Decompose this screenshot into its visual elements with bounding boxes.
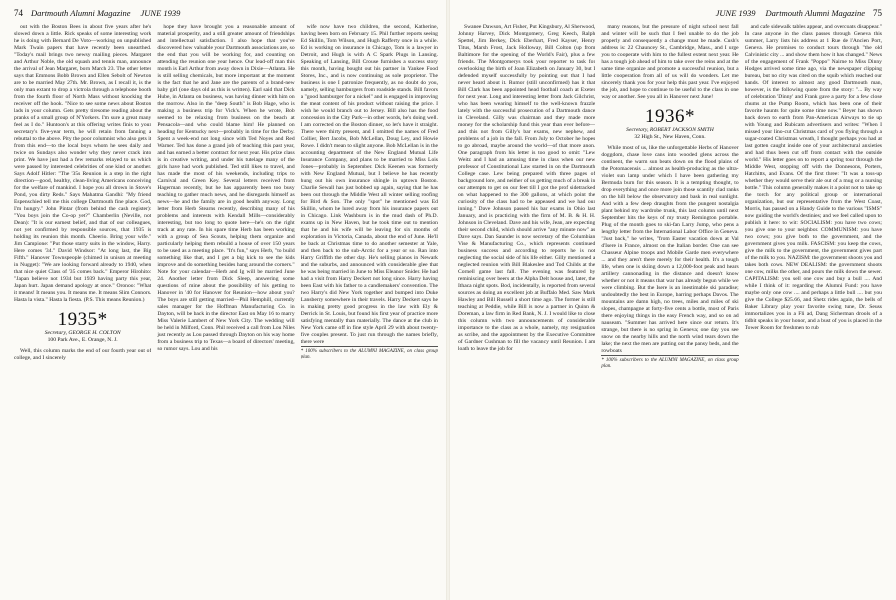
left-columns	[14, 24, 438, 600]
left-page-number: 74	[14, 8, 23, 18]
left-column-2	[157, 24, 294, 600]
right-col3-text: and cafe sidewalk tables appear, and overcoats disappear." In case anyone in the class passes through Geneva this summer, Larry lists his address at 1 Rue de l'Ancien Port, Geneva. He promises to conduct tours through "the old Calvinistic city ... and show them how it has changed." News of the engagement of Frank "Poppo" Nairne to Miss Dinny Hodges arrived some time ago, via the newspaper clipping bureau, but no city was cited on the squib which reached our hands. Of interest to almost any good Dartmouth man, however, is the following quote from the story: "... By way of celebration 'Dinny' and Frank gave a party for a few close chums at the Pump Room, which has been one of their favorite haunts for quite some time now." Beyer has shown back down to earth from Pan-American Airways to tie up with Young and Rubicam advertisers and writes: "When I missed your lino-cut Christmas card of you flying through a sugar-coated Christmas wreath, I thought perhaps you had at last gotten caught inside one of your architectural anxieties and had thus been cut off from contact with the outside world." His letter goes on to report a spring tour through the Middle West, stopping off with the Donnesons, Porters, Hatchitts, and Evans. Of the first three: "It was a toss-up whether they would serve their ale out of a mug or a nursing bottle." This column generally makes it a point not to take up the torch for any political group or international organization, but our representative from the West Coast, Morris, has passed on a Handy Guide to the various "ISMS" now guiding the world's destinies; and we feel called upon to publish it here: to wit: SOCIALISM: you have two cows; you give one to your neighbor. COMMUNISM: you have two cows; you give both to the government, and the government gives you milk. FASCISM: you keep the cows, give the milk to the government, the government gives part of the milk to you. NAZISM: the government shoots you and takes both cows. NEW DEALISM: the government shoots one cow, milks the other, and pours the milk down the sewer. CAPITALISM: you sell one cow and buy a bull .... And while I think of it: regarding the Alumni Fund: you have maybe only one cow .... and perhaps a little bull .... but you give the College $25.66, and Shetz rides again, the bells of Baker Library play your favorite swing tune, Dr. Seuss immortalizes you in a Fli ad, Dang Sicherman drools of a tidbit speaks in your honor, and a bust of you is placed in the Tower Room for freshmen to rub	[744, 24, 882, 331]
left-issue-date: JUNE 1939	[140, 8, 181, 18]
right-page-number: 75	[873, 8, 882, 18]
class-1936-heading	[601, 107, 738, 141]
right-col2-text-top: many reasons, but the pressure of night school next fall and winter will be such that I feel unable to do the job properly and consequently a change must be made. Cush's address is: 22 Chauncey St., Cambridge, Mass., and I urge you to cooperate with him to the fullest extent next year. He has a tough job ahead of him to take over the reins and at the same time organize and promote a successful reunion, but a little cooperation from all of us will do wonders. Let me sincerely thank you for your help this past year. I've enjoyed the job, and hope to continue to be useful to the class in one way or another. See you all in Hanover next June!	[601, 24, 739, 100]
right-col2-text-bottom: While most of us, like the unforgettable Herbs of Hanover doggdom, chase love cans into wooded glens across the continent, the warm sun beats down on the flood plains of the Potomacensis ... almost as health-producing as the ultra-violet sun lamp under which I have been gathering my Bermuda burn for this season. It is a tempting thought, to drop everything and once more join those scantily clad ranks on the hill below the observatory and bask in real sunlight. And with a few deep draughts from the pungent nostalgia plant behind my wardrobe trunk, this last column until next September hits the keys of my trusty Remington portable. Plug of the month goes to ski-fan Larry Jump, who pens a lengthy letter from the International Labor Office in Geneva. "Just back," he writes, "from Easter vacation down at Val d'Isere in France, almost on the Italian border. One can see Chasseur Alpine troops and Mobile Garde men everywhere ... and they aren't there merely for their health. It's a tough life, when one is skiing down a 12,000-foot peak and hears artillery cannonading in the distance and doesn't know whether or not it means that war has already begun while we were climbing. But the Isere is an inestimable ski paradise; undoubtedly the best in Europe, barring perhaps Davos. The mountains are damn high, no trees, miles and miles of ski slopes, champagne at forty-five cents a bottle, most of Paris there enjoying things in the easy French way, and so on ad nauseam. "Summer has arrived here since our return. It's strange, but there is no spring in Geneva; one day you see snow on the nearby hills and the north wind tears down the lake; the next the men are putting out the pansy beds, and the rowboats	[601, 145, 739, 354]
left-col2-text: hope they have brought you a reasonable amount of material prosperity, and a still greater amount of friendships and intellectual satisfaction. I also hope that you've discovered how valuable your Dartmouth associations are, so the end that you will be working for, and counting on attending the reunion one year hence. Our lead-off man this month is Earl Arthur from away down in Dixie—Atlanta. He is still selling chemicals, but more important at the moment is the fact that he and Jane are the parents of a brand-new baby girl (one days old as this is written). Earl said that Dick Hube, in Atlanta on business, was having dinner with him on the morrow. Also in the "deep South" is Bob Hage, who is making a business trip for Vick's. When he wrote, Bob seemed to be relaxing from business on the beach at Pensacola—and who could blame him! He planned on heading for Kentucky next—probably in time for the Derby. Spent a week-end not long since with Ted Noyes and Red Warner. Ted has done a grand job of teaching this past year, and has earned a better contract for next year. His prize class is in creative writing, and under his tutelage many of the girls have had work published. Ted still likes to travel, and has made the most of his weekends, including trips to Carnival and Green Key. Several letters received from Hagerman recently, but he has apparently been too busy teaching to gather much news, and he disregards himself as news—he and the family are in good health anyway. Long letter from Herb Stearns recently, describing many of his problems and interests with Kendall Mills—considerably interesting, but too long to quote here—he's on the right track at any rate. In his spare time Herb has been working with a group of Sea Scouts, helping them organize and particularly helping them rebuild a house of over 150 years to be used as a meeting place. "It's fun," says Herb, "to build something like that, and I get a big kick to see the kids improve and do something besides hang around the corners." Note for your calendar—Herb and Ig will be married June 24. Another letter from Dick Sleep, answering some questions of mine about the possibility of his getting to Hanover in '40 for Hanover for Reunion—how about you? The boys are still getting married—Phil Hemphill, currently sales manager for the Hoffman Manufacturing Co. in Dayton, will be back in the director East on May 16 to marry Miss Valerie Lambert of New York City. The wedding will be held in Milford, Conn. Phil received a call from Lou Niles just recently as Lou passed through Dayton on his way home from a business trip to Texas—a board of directors' meeting, so rumor says. Lou and his	[157, 24, 295, 352]
right-page	[448, 0, 896, 600]
left-magazine-title: Dartmouth Alumni Magazine	[31, 8, 131, 18]
left-column-3	[301, 24, 438, 600]
class-1935-address: 100 Park Ave., E. Orange, N. J.	[47, 337, 118, 343]
left-running-head	[14, 8, 438, 20]
left-col3-text: wife now have two children, the second, Katherine, having been born on February 15. Phil further reports seeing Ed Skillin, Tom Wilson, and Hugh Rafferty once in a while. Ed is working on insurance in Chicago, Tom is a lawyer in Detroit, and Hugh is with A C Spark Plugs in Lansing. Speaking of Lansing, Bill Crouse furnishes a success story this month, having bought out his partner in Yankee Food Stores, Inc., and is now continuing as sole proprietor. The business is one I patronize frequently, as no doubt do you, namely, selling hamburgers from roadside stands. Bill favors a "good hamburger for a nickel" and is engaged in improving the meat content of his product without raising the price. I wish he would branch out to Jersey. Bill also has the food concession in the City Park—in other words, he's doing well. I am corrected on the Boston dinner, so let's have it straight. There were thirty present, and I omitted the names of Fred Collier, Bert Jacobs, Bob McLellan, Doug Ley, and Howie Rowe. I didn't mean to slight anyone. Bob McLellan is in the accounting department of the New England Mutual Life Insurance Company, and plans to be married to Miss Lois Jones—probably in September. Dick Keenen was formerly with New England Mutual, but I believe he has recently hung out his own insurance shingle in uptown Boston. Charlie Sewall has just bobbed up again, saying that he has been out through the Middle West all winter selling roofing for Bird & Son. The only "spot" he mentioned was Ed Skillin, whom he lured away from his insurance papers out in Chicago. Link Washburn is in the mud dash of Ph.D. exams up in New Haven, but he took time out to mention that he and his wife will be leaving for six months of exploration in Victoria, Canada, about the end of June. He'll be back at Christmas time to do another semester at Yale, and then back to the sub-Arctic for a year or so. Ran into Harry Griffith the other day. He's selling pianos in Newark and the suburbs, and announced with considerable glee that he was being married in June to Miss Eleanor Snider. He had had a visit from Harry Deckert not long since. Harry having been East with his father to a candlemakers' convention. The two Harry's did New York together and bumped into Duke Lansberry somewhere in their travels. Harry Deckert says he is making pretty good progress in the law with Ely & Derrick in St. Louis, but found his first year of practice more satisfying mentally than materially. The dance at the club in New York came off in fine style April 29 with about twenty-five couples present. To just run through the names briefly, there were	[300, 24, 438, 345]
right-running-head	[458, 8, 882, 20]
right-column-3	[745, 24, 882, 600]
class-1936-secretary: Secretary, ROBERT JACKSON SMITH	[626, 127, 714, 133]
right-col1-text: Swanee Dawson, Art Fisher, Put Kingsbury, Al Sherwood, Johnny Harvey, Dick Montgomery, Greg Keech, Ralph Spettel, Jim Berkey, Dick Eberhart, Fred Kayser, Henry Titus, Marsh Frost, Jack Holloway, Bill Colton (up from Baltimore for the opening of the World's Fair), plus a few friends. The Montgomerys took your reporter to task for overlooking the birth of Joan Elizabeth on January 30, but I defended myself successfully by pointing out that I had never heard about it. Rumor (still unconfirmed) has it that Bill Clark has been appointed head football coach at Exeter for next year. Long and interesting letter from Jack Gilchrist, who has been wearing himself to the well-known frazzle lately with the successful prosecution of a Dartmouth dance in Cleveland. Gilly was chairman and they made more money for the scholarship fund this year than ever before—and this not from Gilly's bar exams, new nephew, and problems of a job in the fall. From July to October he hopes to go abroad, maybe around the world—of that more anon. One paragraph from his letter is too good to omit: "Lew Weitz and I had an amusing time in class when our new professor of Constitutional Law started in on the Dartmouth College case. Lew being prepared with three pages of background lore, and neither of us getting much of a break in our attempts to get on our feet till I got the prof sidetracked on what happened to the 300 gallons, at which point the curiosity of the class had to be appeased and we had our inning." Dave Johnson passed his bar exams in Ohio last January, and is practicing with the firm of M. B. & H. H. Johnson in Cleveland. Dave and his wife, Jean, are expecting their second child, which should arrive "any minute now" as Dave says. Dan Saunder is now secretary of the Columbian Vise & Manufacturing Co., which represents continued business success and according to reports he is not neglecting the social side of his life either. Gilly mentioned a neglected reunion with Bill Blakeslee and Tod Childs at the Cornell game last fall. The evening was featured by reminiscing over beers at the Alpha Delt house and, later, the Ithaca night spots. Bod, incidentally, is reported from several sources as doing an excellent job at Buffalo Med. Saw Mark Hawley and Bill Russell a short time ago. The former is still teaching at Peddie, while Bill is now a partner in Quinn & Doreman, a law firm in Red Bank, N. J. I would like to close this column with two announcements of considerable importance to the class as a whole, namely, my resignation as scribe, and the appointment by the Executive Committee of Gardner Cushman to fill the vacancy until Reunion. I am loath to leave the job for	[458, 24, 596, 352]
left-column-1	[14, 24, 151, 600]
left-col1-text-bottom: Well, this column marks the end of our fourth year out of college, and I sincerely	[14, 348, 152, 361]
left-col1-text-top: out with the Boston Bees in about five years after he's slowed down a little. Rick speaks of some interesting work he is doing with Bernard De Voto—working on unpublished Mark Twain papers that have recently been unearthed. "Today's mail brings two newsy mailing pieces. Margaret and Arthur Noble, the old squash and tennis man, announce the arrival of Jean Margaret, born March 23. The other letter says that Emmons Bobb Brown and Ellen Sebolt of Newton are to be married May 27th. Mr. Brown, as I recall it, is the only man extant to drop a victrola through a telephone booth from the fourth floor of North Mass without knocking the receiver off the hook. "Nice to see some news about Boston lads in your column. Gets pretty tiresome reading about the pranks of a small group of N'Yorkers. I'm sure a great many feel as I do." Huntoon's at this offering writes finis to your secretary's five-year term, he will retain from fanning a rebuttal to the above. Pity the poor columnist who also gets it from this end—to the local boys whom he sees daily and twice on Sundays also wonder why they never crack into print. We have just had a few remarks relayed to us which were passed by interested celebrities of one kind or another. Says Adolf Hitler: "The '35s Reunion is a step in the right direction—good, healthy, clean-living Americans conceiving for the welfare of mankind. I hope you all drown in Stove's Pond, you dirty Reds." Says Mahatma Gandhi: "My friend Espenschied tell me this college Dartmouth fine place. God, I'm hungry." John Pintar (from behind the cash register): "You boys join the Co-op yet?" Chamberlin (Neville, not Dean): "It is our earnest belief, and that of our colleagues, not yet confirmed by responsible sources, that 1935 is holding its reunion this month. Cheerio. Bring your wife." Jim Campione: "Put those starry suits in the window, Harry. Here comes '34." David Windsor: "At long last, the Big Fifth." Hanover Townspeople (chimed in unison at meeting in Nugget): "We are looking forward already to 1940, when that nice quiet Class of '35 comes back." Emperor Hirohito: "Japan believe not 1934 but 1939 having party this year, Japan hurt. Japan demand apology at once." Oronoo: "What it means! It means you. It means me. It means Slim Connors. Hasta la vista." Hasta la fiesta. (P.S. This means Reunion.)	[14, 24, 152, 303]
class-1936-address: 32 High St., New Haven, Conn.	[634, 134, 706, 140]
left-footnote: * 100% subscribers to the ALUMNI MAGAZINE, on class group plan.	[301, 346, 438, 361]
right-footnote: * 100% subscribers to the ALUMNI MAGAZINE, on class group plan.	[601, 355, 738, 370]
class-1935-secretary: Secretary, GEORGE H. COLTON	[44, 330, 121, 336]
right-magazine-title: Dartmouth Alumni Magazine	[765, 8, 865, 18]
class-1935-year: 1935*	[57, 309, 108, 330]
class-1935-heading	[14, 310, 151, 344]
right-columns	[458, 24, 882, 600]
class-1936-year: 1936*	[644, 106, 695, 127]
right-issue-date: JUNE 1939	[715, 8, 756, 18]
right-column-2	[601, 24, 738, 600]
right-column-1	[458, 24, 595, 600]
